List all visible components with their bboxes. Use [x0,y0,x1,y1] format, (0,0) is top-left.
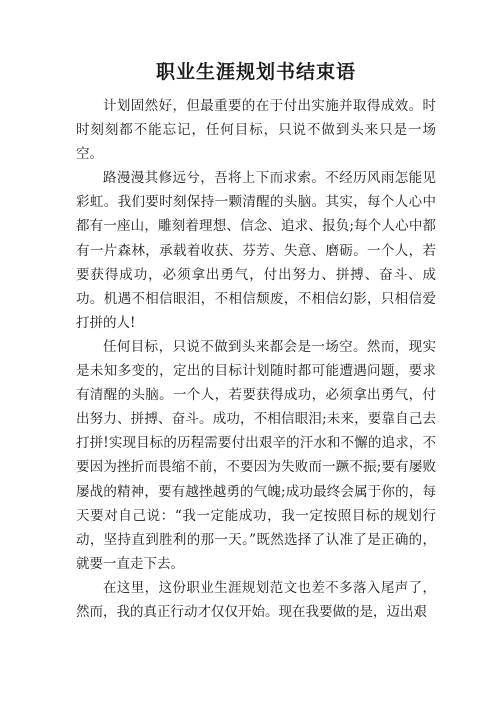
document-title: 职业生涯规划书结束语 [155,61,356,83]
paragraph-4: 在这里，这份职业生涯规划范文也差不多落入尾声了，然而，我的真正行动才仅仅开始。现在我要做的是，迈出艰 [76,579,436,620]
paragraph-3: 任何目标，只说不做到头来都会是一场空。然而，现实是未知多变的，定出的目标计划随时都可能遭遇问题，要求有清醒的头脑。一个人，若要获得成功，必须拿出勇气，付出努力、拼搏、奋斗。成功，不相信眼泪;未来，要靠自己去打拼!实现目标的历程需要付出艰辛的汗水和不懈的追求，不要因为挫折而畏缩不前，不要因为失败而一蹶不振;要有屡败屡战的精神，要有越挫越勇的气魄;成功最终会属于你的，每天要对自己说：“我一定能成功，我一定按照目标的规划行动，坚持直到胜利的那一天。”既然选择了认准了是正确的，就要一直走下去。 [76,338,436,572]
paragraph-1: 计划固然好，但最重要的在于付出实施并取得成效。时时刻刻都不能忘记，任何目标，只说不做到头来只是一场空。 [76,98,436,163]
paragraph-2: 路漫漫其修远兮，吾将上下而求索。不经历风雨怎能见彩虹。我们要时刻保持一颗清醒的头脑。其实，每个人心中都有一座山，雕刻着理想、信念、追求、报负;每个人心中都有一片森林，承载着收获、芬芳、失意、磨砺。一个人，若要获得成功，必须拿出勇气，付出努力、拼搏、奋斗、成功。机遇不相信眼泪，不相信颓废，不相信幻影，只相信爱打拼的人! [76,170,436,331]
